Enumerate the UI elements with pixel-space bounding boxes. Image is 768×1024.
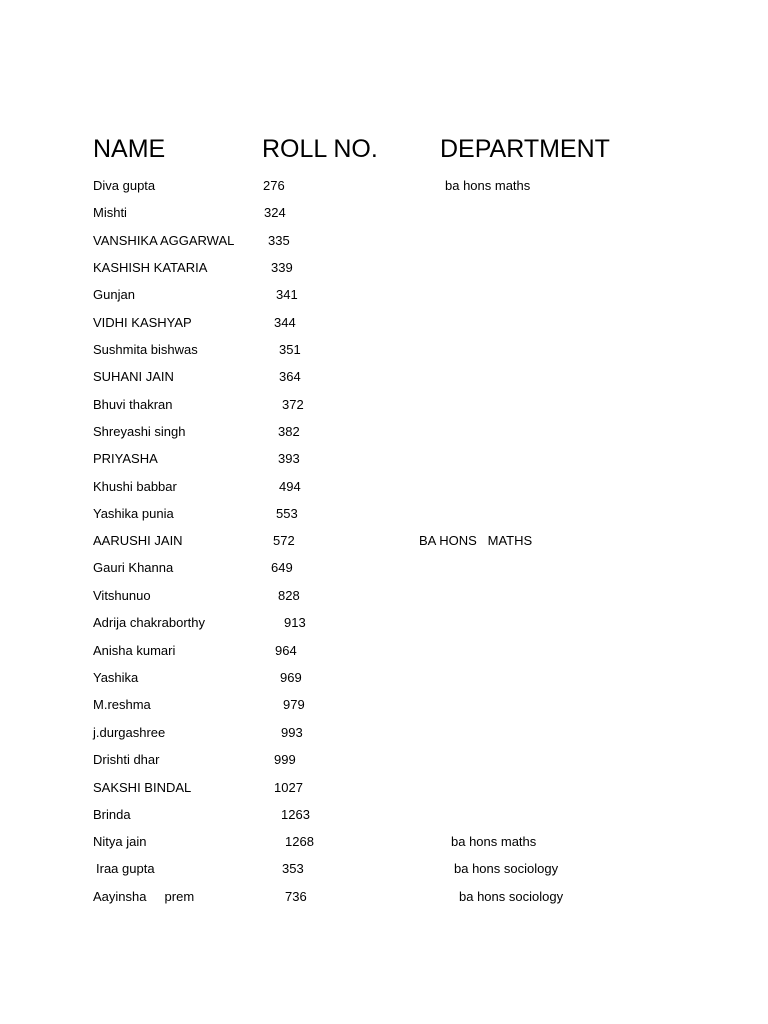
roll-number: 372 [282,397,304,412]
roll-number: 335 [268,233,290,248]
student-name: Gauri Khanna [93,560,174,575]
list-item [0,340,768,360]
roll-number: 649 [271,560,293,575]
list-item [0,231,768,251]
student-name: Sushmita bishwas [93,342,198,357]
student-name: Nitya jain [93,834,147,849]
list-item [0,668,768,688]
list-item [0,422,768,442]
list-item [0,832,768,852]
list-item [0,558,768,578]
department: ba hons maths [445,178,531,193]
student-name: Yashika punia [93,506,174,521]
student-name: Vitshunuo [93,588,151,603]
student-name: KASHISH KATARIA [93,260,208,275]
student-name: PRIYASHA [93,451,158,466]
roll-number: 341 [276,287,298,302]
department: ba hons maths [451,834,537,849]
list-item [0,613,768,633]
student-name: Brinda [93,807,131,822]
student-name: Mishti [93,205,127,220]
list-item [0,723,768,743]
student-name: VANSHIKA AGGARWAL [93,233,235,248]
department: BA HONS MATHS [419,533,533,548]
list-item [0,504,768,524]
roll-number: 1268 [285,834,314,849]
list-item [0,859,768,879]
department: ba hons sociology [459,889,564,904]
roll-number: 553 [276,506,298,521]
roll-number: 351 [279,342,301,357]
list-item [0,641,768,661]
roll-number: 736 [285,889,307,904]
list-item [0,750,768,770]
student-name: AARUSHI JAIN [93,533,183,548]
list-item [0,285,768,305]
student-name: SUHANI JAIN [93,369,174,384]
header-name: NAME [93,135,166,163]
student-name: Diva gupta [93,178,156,193]
roll-number: 999 [274,752,296,767]
list-item [0,887,768,907]
list-item [0,313,768,333]
student-name: Gunjan [93,287,135,302]
list-item [0,367,768,387]
student-name: Shreyashi singh [93,424,186,439]
roll-number: 276 [263,178,285,193]
list-item [0,449,768,469]
list-item [0,395,768,415]
student-name: Adrija chakraborthy [93,615,205,630]
roll-number: 1027 [274,780,303,795]
student-name: VIDHI KASHYAP [93,315,192,330]
roll-number: 969 [280,670,302,685]
roll-number: 913 [284,615,306,630]
student-name: Khushi babbar [93,479,177,494]
student-name: Bhuvi thakran [93,397,173,412]
student-name: Iraa gupta [96,861,155,876]
list-item [0,586,768,606]
list-item [0,805,768,825]
roll-number: 324 [264,205,286,220]
roll-number: 382 [278,424,300,439]
roll-number: 339 [271,260,293,275]
roll-number: 993 [281,725,303,740]
student-name: Anisha kumari [93,643,176,658]
department: ba hons sociology [454,861,559,876]
list-item [0,531,768,551]
student-name: SAKSHI BINDAL [93,780,192,795]
roll-number: 828 [278,588,300,603]
roll-number: 393 [278,451,300,466]
header-roll-no: ROLL NO. [262,135,378,163]
student-name: j.durgashree [93,725,166,740]
list-item [0,477,768,497]
list-item [0,695,768,715]
student-name: Aayinsha prem [93,889,195,904]
list-item [0,203,768,223]
roll-number: 494 [279,479,301,494]
roll-number: 979 [283,697,305,712]
roll-number: 344 [274,315,296,330]
header-department: DEPARTMENT [440,135,610,163]
roll-number: 572 [273,533,295,548]
student-name: Yashika [93,670,139,685]
list-item [0,258,768,278]
roll-number: 964 [275,643,297,658]
student-name: Drishti dhar [93,752,160,767]
student-name: M.reshma [93,697,151,712]
roll-number: 364 [279,369,301,384]
list-item [0,176,768,196]
roll-number: 353 [282,861,304,876]
list-item [0,778,768,798]
roll-number: 1263 [281,807,310,822]
